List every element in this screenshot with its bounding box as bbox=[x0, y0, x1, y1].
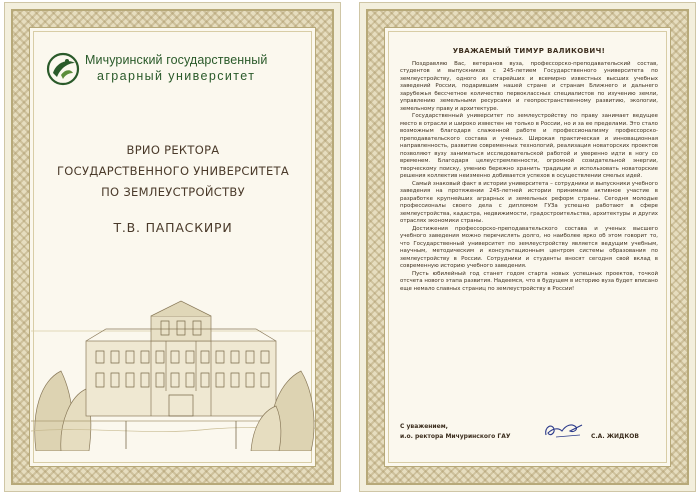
recipient-title-line1: ВРИО РЕКТОРА bbox=[126, 143, 220, 157]
letter-paragraph-5: Пусть юбилейный год станет годом старта новых успешных проектов, точкой отсчета нового этапа развития. Надеемся, что в будущем в историю вуза будет вписано еще немало славных страниц по землеустройству в России! bbox=[400, 270, 658, 292]
right-page bbox=[359, 2, 696, 492]
letter-paragraph-1: Поздравляю Вас, ветеранов вуза, профессорско-преподавательский состав, студентов и выпускников с 245-летием Государственного университета по землеустройству, одного из старейших и всемирно известных высших учебных заведений России, подарившим нашей стране и странам Ближнего и дальнего зарубежья бессчетное количество первоклассных специалистов по изучению земли, управлению земельными ресурсами и геопространственному развитию, экологии, земельному праву и архитектуре. bbox=[400, 61, 658, 112]
university-emblem-icon bbox=[45, 51, 81, 87]
letter-body bbox=[400, 61, 658, 293]
left-page bbox=[4, 2, 341, 492]
university-building-illustration bbox=[31, 271, 316, 451]
logo-text-line2: аграрный университет bbox=[97, 69, 256, 83]
handwritten-signature bbox=[542, 419, 586, 441]
closing-regards: С уважением, bbox=[400, 423, 448, 430]
university-logo bbox=[45, 49, 295, 89]
recipient-title-line3: ПО ЗЕМЛЕУСТРОЙСТВУ bbox=[101, 185, 245, 199]
recipient-title-line2: ГОСУДАРСТВЕННОГО УНИВЕРСИТЕТА bbox=[56, 164, 290, 178]
letter-paragraph-2: Государственный университет по землеустройству по праву занимает ведущее место в отрасли и широко известен не только в России, но и за ее пределами. Это стало возможным благодаря слаженной работе и профессионализму профессорско-преподавательского состава и ученых. Широкая практическая и инновационная направленность, развитие современных технологий, реализация новаторских проектов позволяют вузу заниматься исследовательской работой и уверенно идти в ногу со временем. Благодаря целеустремленности, огромной созидательной энергии, творческому поиску, умению бережно хранить традиции и использовать новаторские решения коллектив неизменно добивается успехов в осуществлении смелых идей. bbox=[400, 113, 658, 180]
letter-paragraph-3: Самый знаковый факт в истории университета – сотрудники и выпускники учебного заведения на протяжении 245-летней истории принимали активное участие в разработке крупнейших аграрных и земельных реформ страны. Сегодня молодые профессионалы своего дела с дипломом ГУЗа успешно работают в сфере землеустройства, кадастра, недвижимости, градостроительства, архитектуры и других отраслях экономики страны. bbox=[400, 180, 658, 225]
signer-position: и.о. ректора Мичуринского ГАУ bbox=[400, 433, 511, 440]
letter-greeting: УВАЖАЕМЫЙ ТИМУР ВАЛИКОВИЧ! bbox=[452, 47, 606, 55]
recipient-name: Т.В. ПАПАСКИРИ bbox=[113, 220, 233, 235]
letter-paragraph-4: Достижения профессорско-преподавательского состава и ученых высшего учебного заведения можно перечислять долго, но наиболее ярко об этом говорит то, что Государственный университет по землеустройству является ведущим учебным, научным, методическим и консультационным центром системы образования по землеустройству в России. Сотрудники и студенты вносят сегодня свой вклад в современную историю учебного заведения. bbox=[400, 225, 658, 270]
signer-name: С.А. ЖИДКОВ bbox=[591, 433, 639, 440]
logo-text-line1: Мичуринский государственный bbox=[85, 53, 268, 67]
